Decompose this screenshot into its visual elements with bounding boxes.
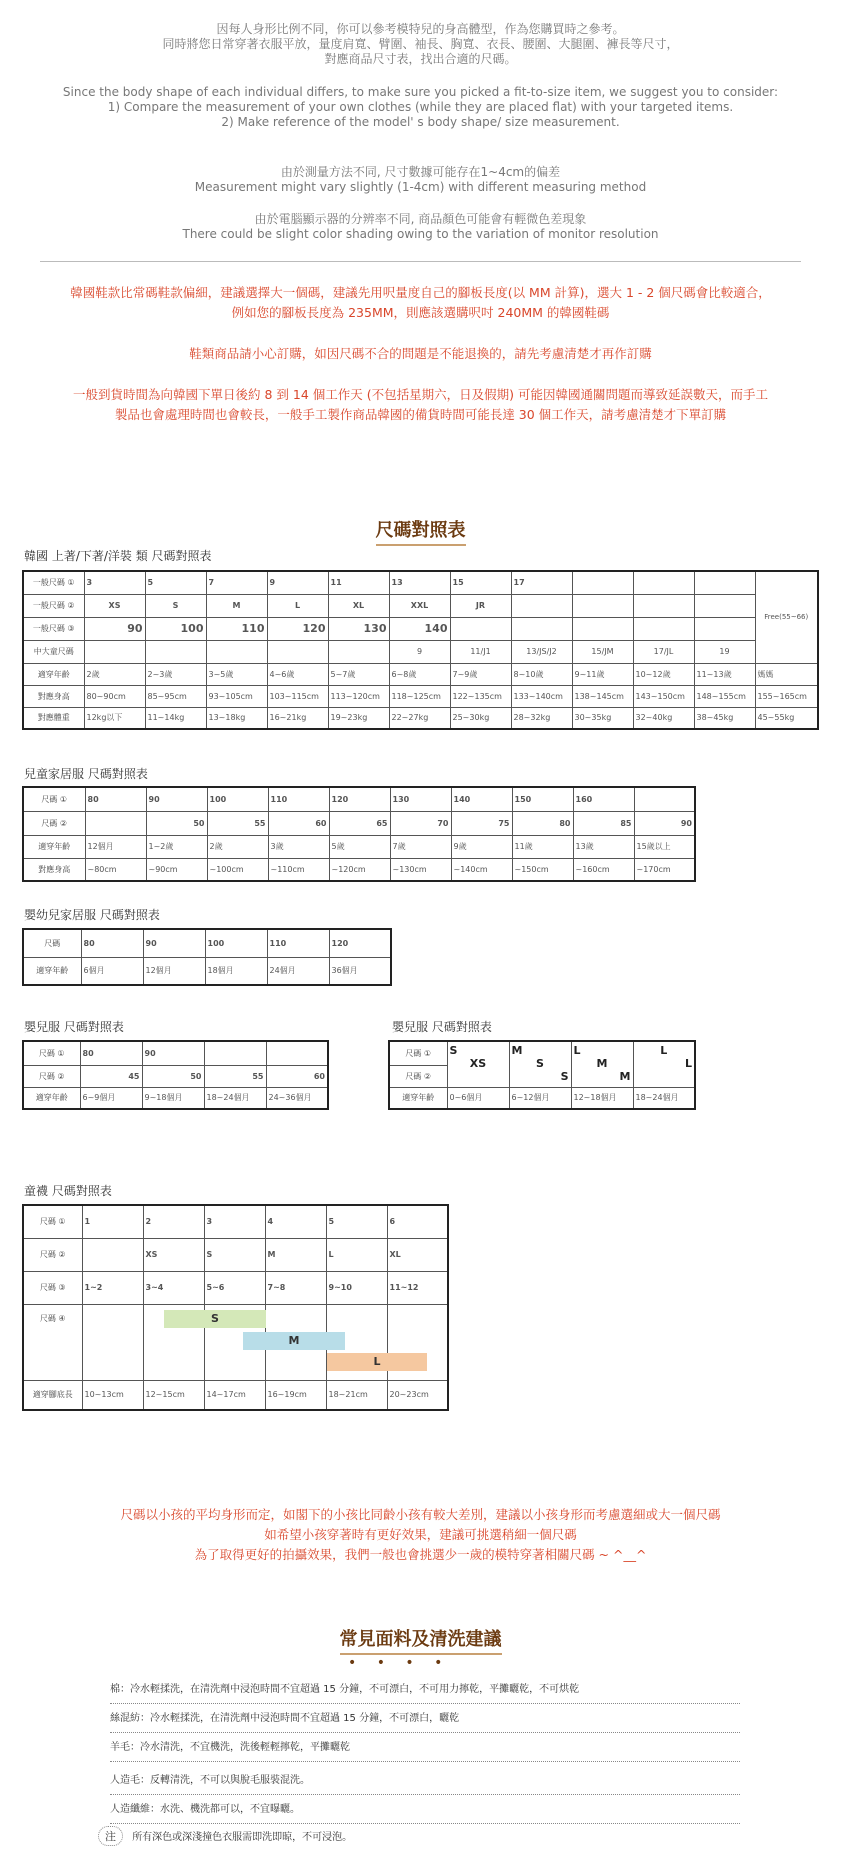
t3-row-size: 尺碼 80 90 100 110 120 (23, 929, 391, 957)
t3-table (22, 928, 392, 986)
t2-table (22, 786, 696, 882)
t1-table (22, 570, 819, 730)
t3-caption: 嬰幼兒家居服 尺碼對照表 (24, 908, 160, 922)
t1-row-height: 對應身高 80~90cm 85~95cm 93~105cm 103~115cm 113~120cm 118~125cm 122~135cm 133~140cm 138~145cm 143~150cm 148~155cm 155~165cm (23, 685, 818, 707)
care-note-text: 所有深色或深淺撞色衣服需即洗即晾，不可浸泡。 (132, 1832, 353, 1843)
t1-row-kids: 中大童尺碼 9 11/J1 13/JS/J2 15/JM 17/JL 19 (23, 640, 818, 663)
t1-free-size: Free(55~66) (755, 571, 818, 663)
t5-cell-2: M S S (509, 1041, 571, 1087)
t6-row-size3: 尺碼 ③ 1~2 3~4 5~6 7~8 9~10 11~12 (23, 1271, 448, 1304)
color-note: 由於電腦顯示器的分辨率不同, 商品顏色可能會有輕微色差現象 There could be slight color shading owing to the variation of monitor resolution (182, 212, 659, 241)
t5-caption: 嬰兒服 尺碼對照表 (392, 1020, 492, 1034)
shipping-note: 一般到貨時間為向韓國下單日後約 8 到 14 個工作天 (不包括星期六，日及假期) 可能因韓國通關問題而導致延誤數天，而手工 製品也會處理時間也會較長，一般手工製作商品韓國的備貨時間可能長達 30 個工作天，請考慮清楚才下單訂購 (73, 387, 768, 422)
t6-caption: 童襪 尺碼對照表 (24, 1184, 112, 1198)
t3-row-age: 適穿年齡 6個月 12個月 18個月 24個月 36個月 (23, 957, 391, 985)
care-item-silk: 絲混紡：冷水輕揉洗，在清洗劑中浸泡時間不宜超過 15 分鐘，不可漂白，曬乾 (110, 1712, 740, 1733)
t2-row-age: 適穿年齡 12個月 1~2歲 2歲 3歲 5歲 7歲 9歲 11歲 13歲 15歲以上 (23, 835, 695, 858)
t6-row-foot: 適穿腳底長 10~13cm 12~15cm 14~17cm 16~19cm 18~21cm 20~23cm (23, 1380, 448, 1410)
t5-cell-4: L L (633, 1041, 695, 1087)
care-item-cotton: 棉：冷水輕揉洗，在清洗劑中浸泡時間不宜超過 15 分鐘，不可漂白，不可用力擰乾，平攤曬乾，不可烘乾 (110, 1683, 740, 1704)
care-note (98, 1826, 748, 1846)
care-note-tag: 注 (98, 1826, 123, 1846)
intro-en: Since the body shape of each individual differs, to make sure you picked a fit-to-size item, we suggest you to consider: 1) Compare the measurement of your own clothes (while they are placed flat) with your targeted items. 2) Make reference of the model' s body shape/ size measurement. (62, 85, 779, 129)
t1-row-age: 適穿年齡 2歲 2~3歲 3~5歲 4~6歲 5~7歲 6~8歲 7~9歲 8~10歲 9~11歲 10~12歲 11~13歲 媽媽 (23, 663, 818, 685)
t1-row-size1: 一般尺碼 ① 3 5 7 9 11 13 15 17 Free(55~66) (23, 571, 818, 594)
kids-size-note: 尺碼以小孩的平均身形而定，如閣下的小孩比同齡小孩有較大差別，建議以小孩身形而考慮選細或大一個尺碼 如希望小孩穿著時有更好效果，建議可挑選稍細一個尺碼 為了取得更好的拍攝效果，我們一般也會挑選少一歲的模特穿著相關尺碼 ~ ^__^ (120, 1507, 721, 1562)
t6-row-size4: 尺碼 ④ (23, 1304, 448, 1380)
t4-caption: 嬰兒服 尺碼對照表 (24, 1020, 124, 1034)
t4-row-size1: 尺碼 ① 80 90 (23, 1041, 328, 1065)
shoe-warning: 鞋類商品請小心訂購，如因尺碼不合的問題是不能退換的，請先考慮清楚才再作訂購 (189, 346, 652, 361)
t2-row-height: 對應身高 ~80cm ~90cm ~100cm ~110cm ~120cm ~130cm ~140cm ~150cm ~160cm ~170cm (23, 858, 695, 881)
t4-row-age: 適穿年齡 6~9個月 9~18個月 18~24個月 24~36個月 (23, 1087, 328, 1109)
t5-cell-3: L M M (571, 1041, 633, 1087)
measure-note: 由於測量方法不同, 尺寸數據可能存在1~4cm的偏差 Measurement might vary slightly (1-4cm) with different measuring method (194, 165, 647, 194)
t5-row-age: 適穿年齡 0~6個月 6~12個月 12~18個月 18~24個月 (389, 1087, 695, 1109)
care-item-wool: 羊毛：冷水清洗，不宜機洗，洗後輕輕擰乾，平攤曬乾 (110, 1741, 740, 1762)
t6-row-size1: 尺碼 ① 1 2 3 4 5 6 (23, 1205, 448, 1238)
t1-row-size2: 一般尺碼 ② XS S M L XL XXL JR (23, 594, 818, 617)
t4-table (22, 1040, 329, 1110)
t4-row-size2: 尺碼 ② 45 50 55 60 (23, 1065, 328, 1087)
t2-row-size1: 尺碼 ① 80 90 100 110 120 130 140 150 160 (23, 787, 695, 811)
divider (40, 261, 801, 262)
t2-row-size2: 尺碼 ② 50 55 60 65 70 75 80 85 90 (23, 811, 695, 835)
t5-row-size1: 尺碼 ① S XS M S S L M M L L (389, 1041, 695, 1065)
size-chart-title: 尺碼對照表 (0, 516, 841, 546)
care-title-dots: • • • • (348, 1655, 451, 1671)
t2-caption: 兒童家居服 尺碼對照表 (24, 767, 148, 781)
sock-bar-l: L (327, 1353, 427, 1371)
t1-row-weight: 對應體重 12kg以下 11~14kg 13~18kg 16~21kg 19~23kg 22~27kg 25~30kg 28~32kg 30~35kg 32~40kg 38~45kg 45~55kg (23, 707, 818, 729)
t1-caption: 韓國 上著/下著/洋裝 類 尺碼對照表 (24, 549, 212, 563)
care-item-faux-fur: 人造毛：反轉清洗，不可以與脫毛服裝混洗。 (110, 1774, 740, 1795)
shoe-note: 韓國鞋款比常碼鞋款偏細，建議選擇大一個碼，建議先用呎量度自己的腳板長度(以 MM 計算)，選大 1 - 2 個尺碼會比較適合， 例如您的腳板長度為 235MM，則應該選購呎吋 240MM 的韓國鞋碼 (70, 285, 771, 320)
t5-row-size2: 尺碼 ② (389, 1065, 695, 1087)
sock-bar-m: M (243, 1332, 345, 1350)
t6-row-size2: 尺碼 ② XS S M L XL (23, 1238, 448, 1271)
care-item-synthetic: 人造纖維：水洗、機洗都可以，不宜曝曬。 (110, 1803, 740, 1824)
intro-zh: 因每人身形比例不同，你可以參考模特兒的身高體型，作為您購買時之參考。 同時將您日常穿著衣服平放，量度肩寬、臂圍、袖長、胸寬、衣長、腰圍、大腿圍、褲長等尺寸， 對應商品尺寸表，找出合適的尺碼。 (162, 22, 679, 66)
t5-cell-1: S XS (447, 1041, 509, 1087)
sock-bar-s: S (164, 1310, 266, 1328)
care-title: 常見面料及清洗建議 (0, 1625, 841, 1655)
t5-table (388, 1040, 696, 1110)
t1-row-size3: 一般尺碼 ③ 90 100 110 120 130 140 (23, 617, 818, 640)
t6-table (22, 1204, 449, 1411)
